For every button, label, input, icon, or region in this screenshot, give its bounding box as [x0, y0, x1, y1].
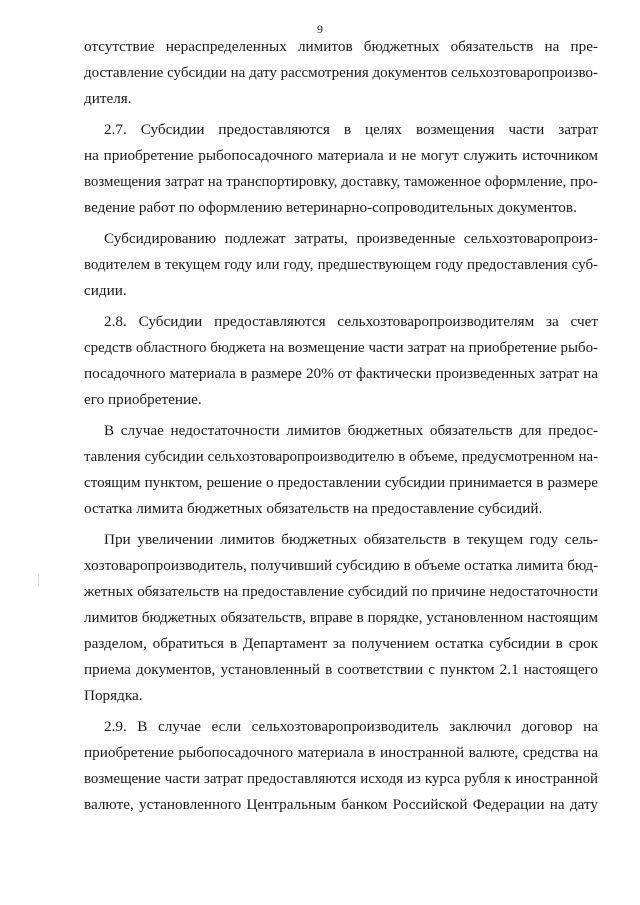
paragraph-2-line-4: ведение работ по оформлению ветеринарно-сопроводительных документов. [84, 199, 577, 216]
paragraph-6-line-5: разделом, обратиться в Департамент за получением остатка субсидии в срок [84, 635, 598, 652]
paragraph-2-line-1: 2.7. Субсидии предоставляются в целях возмещения части затрат [104, 121, 598, 138]
paragraph-6-line-4: лимитов бюджетных обязательств, вправе в порядке, установленном настоящим [84, 610, 598, 626]
paragraph-7-line-1: 2.9. В случае если сельхозтоваропроизводитель заключил договор на [104, 718, 598, 735]
paragraph-1-line-3: дителя. [84, 90, 132, 107]
paragraph-6-line-6: приема документов, установленный в соответствии с пунктом 2.1 настоящего [84, 661, 598, 678]
paragraph-1-line-2: доставление субсидии на дату рассмотрения документов сельхозтоваропроизво- [84, 65, 598, 81]
paragraph-5-line-4: остатка лимита бюджетных обязательств на предоставление субсидий. [84, 500, 543, 517]
paragraph-3-line-1: Субсидированию подлежат затраты, произведенные сельхозтоваропроиз- [104, 230, 598, 247]
paragraph-7-line-3: возмещение части затрат предоставляются исходя из курса рубля к иностранной [84, 771, 598, 787]
paragraph-1-line-1: отсутствие нераспределенных лимитов бюджетных обязательств на пре- [84, 38, 598, 55]
paragraph-3-line-2: водителем в текущем году или году, предшествующем году предоставления суб- [84, 257, 598, 273]
paragraph-5-line-2: тавления субсидии сельхозтоваропроизводителю в объеме, предусмотренном на- [84, 449, 598, 465]
paragraph-3-line-3: сидии. [84, 282, 127, 299]
paragraph-5-line-3: стоящим пунктом, решение о предоставлении субсидии принимается в размере [84, 475, 598, 491]
paragraph-6-line-3: жетных обязательств на предоставление субсидий по причине недостаточности [84, 584, 598, 600]
paragraph-6-line-1: При увеличении лимитов бюджетных обязательств в текущем году сель- [104, 531, 598, 548]
scan-mark [38, 574, 39, 586]
paragraph-4-line-3: посадочного материала в размере 20% от фактически произведенных затрат на [84, 365, 598, 382]
paragraph-2-line-3: возмещения затрат на транспортировку, доставку, таможенное оформление, про- [84, 174, 598, 190]
paragraph-4-line-4: его приобретение. [84, 391, 202, 408]
paragraph-4-line-1: 2.8. Субсидии предоставляются сельхозтоваропроизводителям за счет [104, 313, 598, 330]
paragraph-2-line-2: на приобретение рыбопосадочного материала и не могут служить источником [84, 147, 598, 164]
paragraph-7-line-2: приобретение рыбопосадочного материала в иностранной валюте, средства на [84, 744, 598, 761]
page-number: 9 [317, 22, 323, 36]
paragraph-5-line-1: В случае недостаточности лимитов бюджетных обязательств для предос- [104, 422, 598, 439]
paragraph-7-line-4: валюте, установленного Центральным банком Российской Федерации на дату [84, 796, 598, 813]
paragraph-4-line-2: средств областного бюджета на возмещение части затрат на приобретение рыбо- [84, 340, 598, 356]
paragraph-6-line-2: хозтоваропроизводитель, получивший субсидию в объеме остатка лимита бюд- [84, 557, 599, 574]
paragraph-6-line-7: Порядка. [84, 687, 143, 704]
